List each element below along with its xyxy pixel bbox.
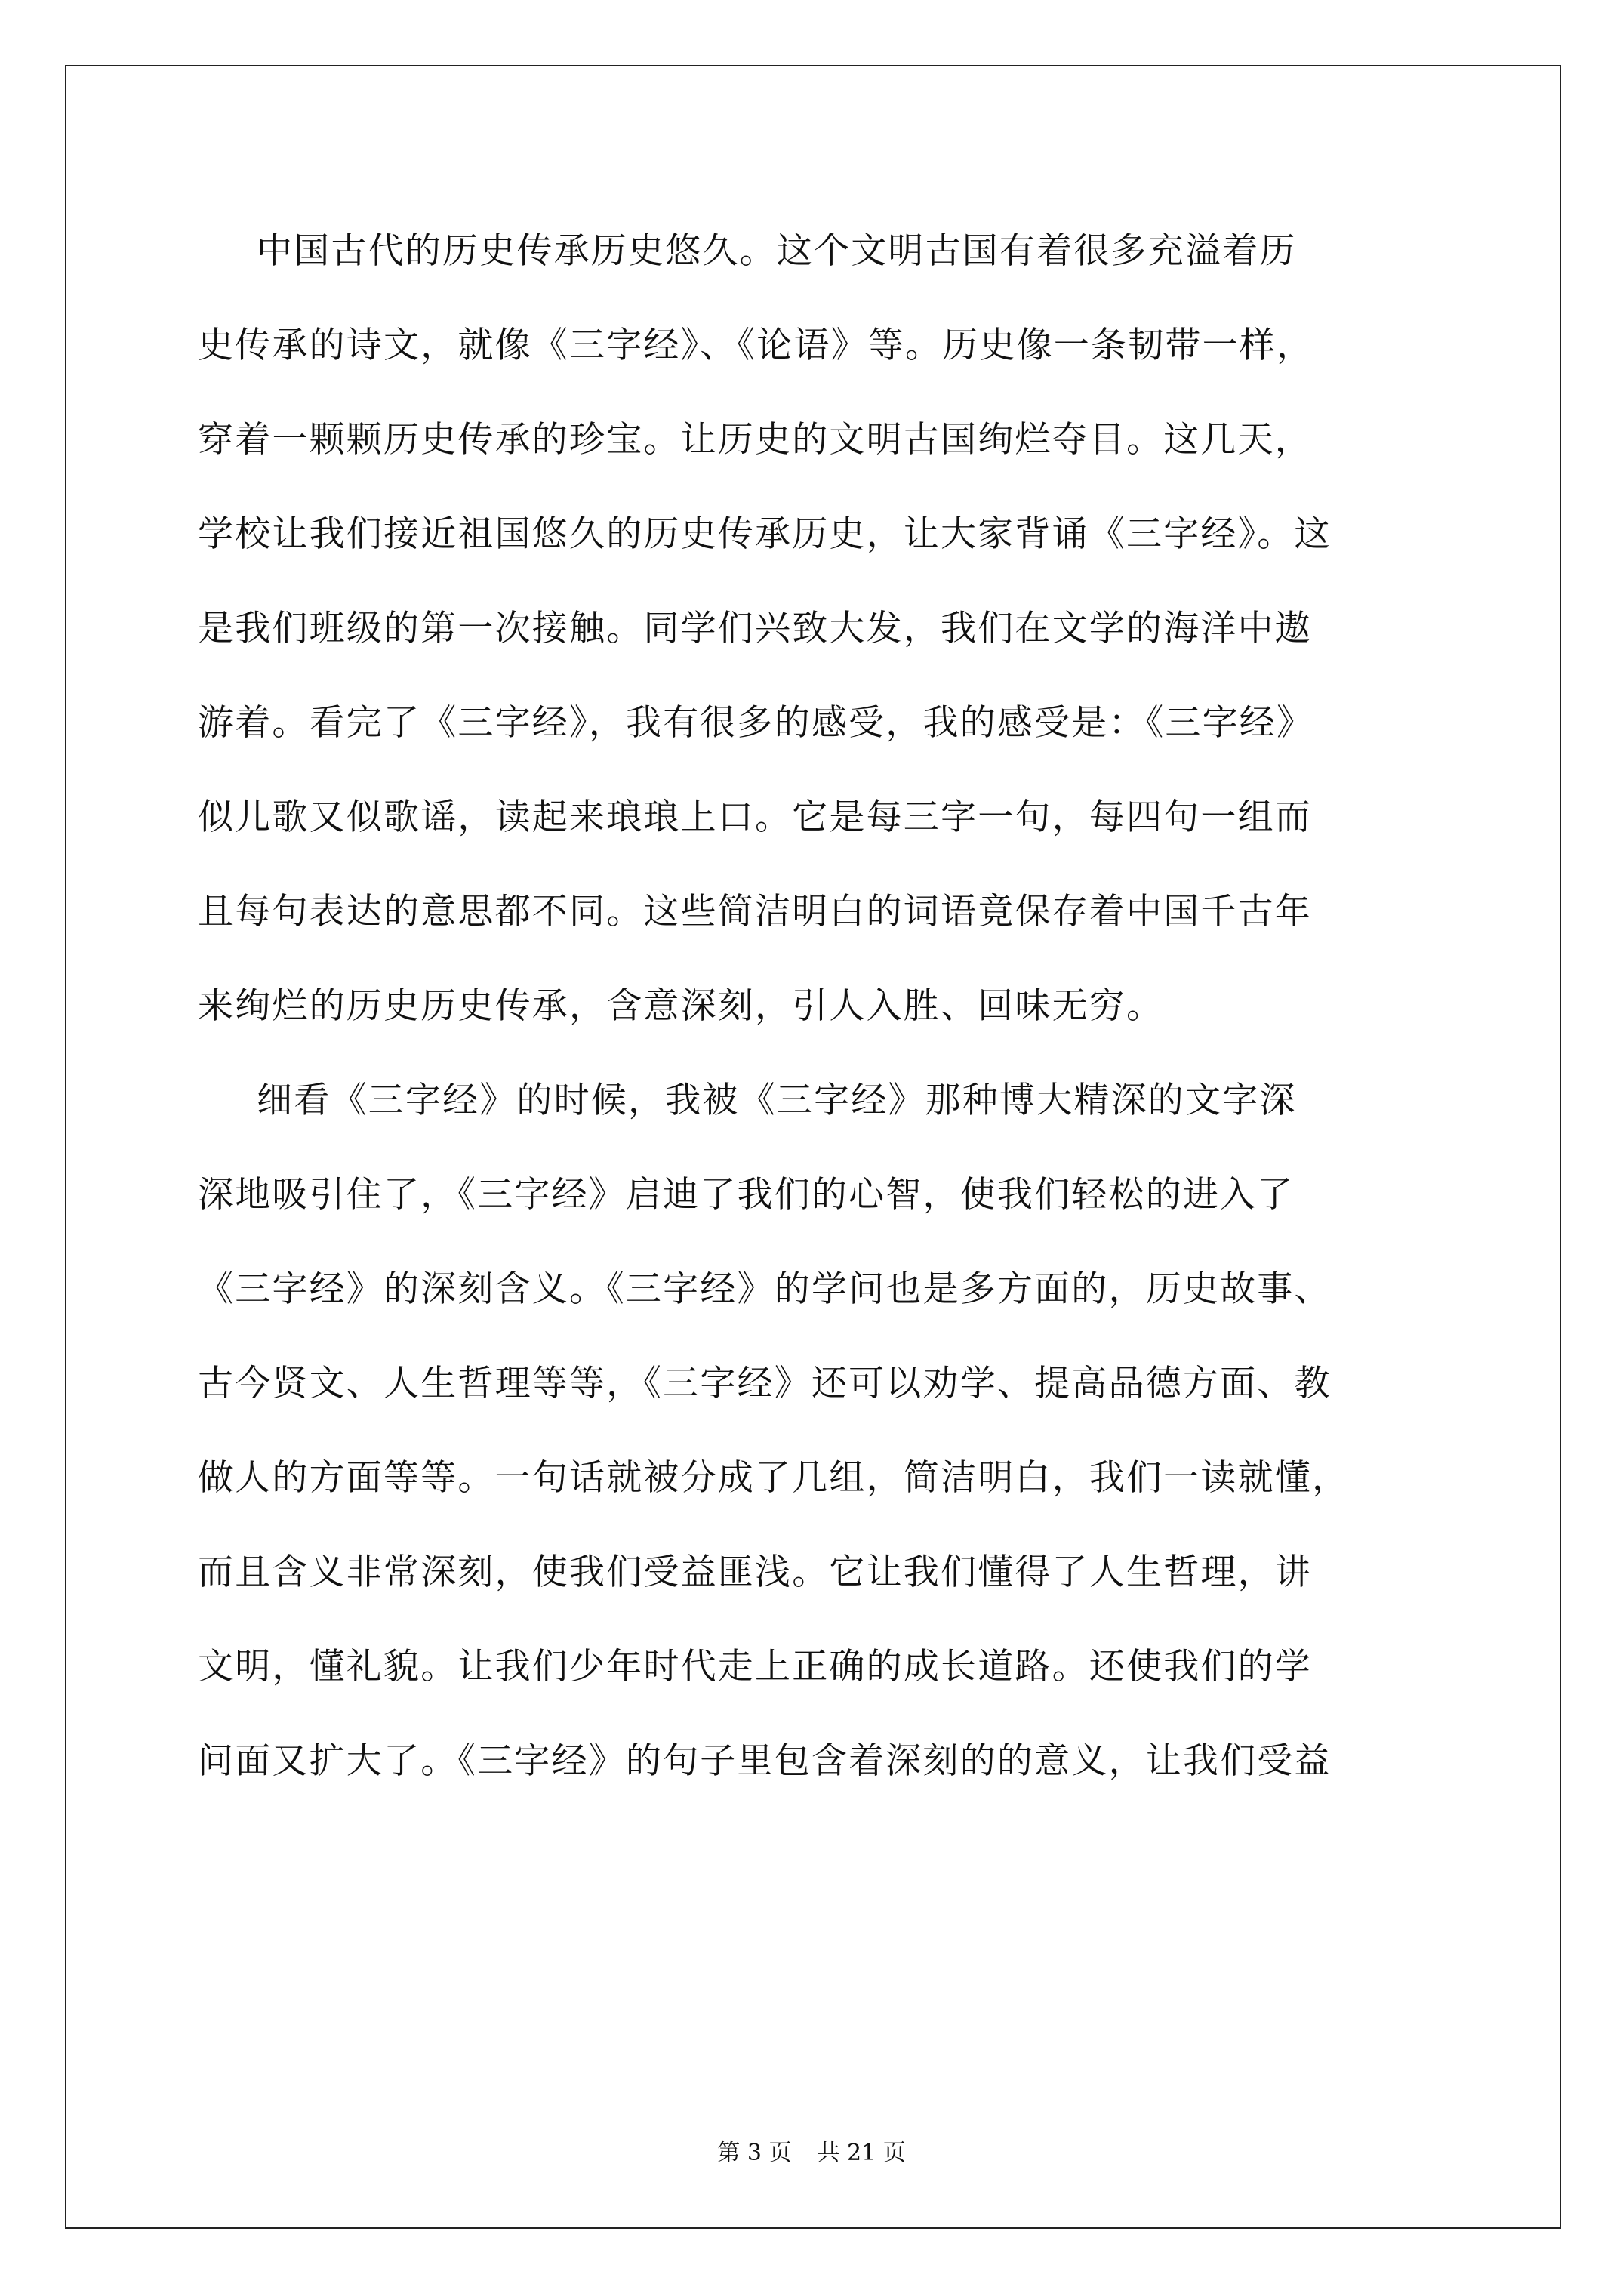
text-line: 似儿歌又似歌谣，读起来琅琅上口。它是每三字一句，每四句一组而 [198, 797, 1312, 838]
page-border [65, 65, 1561, 2229]
text-line: 古今贤文、人生哲理等等，《三字经》还可以劝学、提高品德方面、教 [198, 1363, 1332, 1404]
text-line: 问面又扩大了。《三字经》的句子里包含着深刻的的意义，让我们受益 [198, 1740, 1332, 1782]
text-line: 而且含义非常深刻，使我们受益匪浅。它让我们懂得了人生哲理，讲 [198, 1552, 1312, 1593]
text-line: 深地吸引住了，《三字经》启迪了我们的心智，使我们轻松的进入了 [198, 1174, 1295, 1216]
text-line: 学校让我们接近祖国悠久的历史传承历史，让大家背诵《三字经》。这 [198, 513, 1332, 555]
text-line: 来绚烂的历史历史传承，含意深刻，引人入胜、回味无穷。 [198, 985, 1164, 1027]
page-number-current: 第 3 页 [717, 2140, 792, 2166]
text-line: 《三字经》的深刻含义。《三字经》的学问也是多方面的，历史故事、 [198, 1268, 1332, 1310]
text-line: 中国古代的历史传承历史悠久。这个文明古国有着很多充溢着历 [257, 230, 1297, 272]
text-line: 是我们班级的第一次接触。同学们兴致大发，我们在文学的海洋中遨 [198, 608, 1312, 649]
page-footer [0, 2138, 1623, 2168]
text-line: 细看《三字经》的时候，我被《三字经》那种博大精深的文字深 [257, 1080, 1297, 1121]
text-line: 穿着一颗颗历史传承的珍宝。让历史的文明古国绚烂夺目。这几天， [198, 419, 1312, 461]
text-line: 且每句表达的意思都不同。这些简洁明白的词语竟保存着中国千古年 [198, 891, 1312, 932]
page-number-total: 共 21 页 [817, 2140, 906, 2166]
text-line: 游着。看完了《三字经》，我有很多的感受，我的感受是：《三字经》 [198, 702, 1314, 744]
text-line: 做人的方面等等。一句话就被分成了几组，简洁明白，我们一读就懂， [198, 1457, 1350, 1499]
text-line: 史传承的诗文，就像《三字经》、《论语》等。历史像一条韧带一样， [198, 325, 1314, 366]
text-line: 文明，懂礼貌。让我们少年时代走上正确的成长道路。还使我们的学 [198, 1646, 1312, 1687]
